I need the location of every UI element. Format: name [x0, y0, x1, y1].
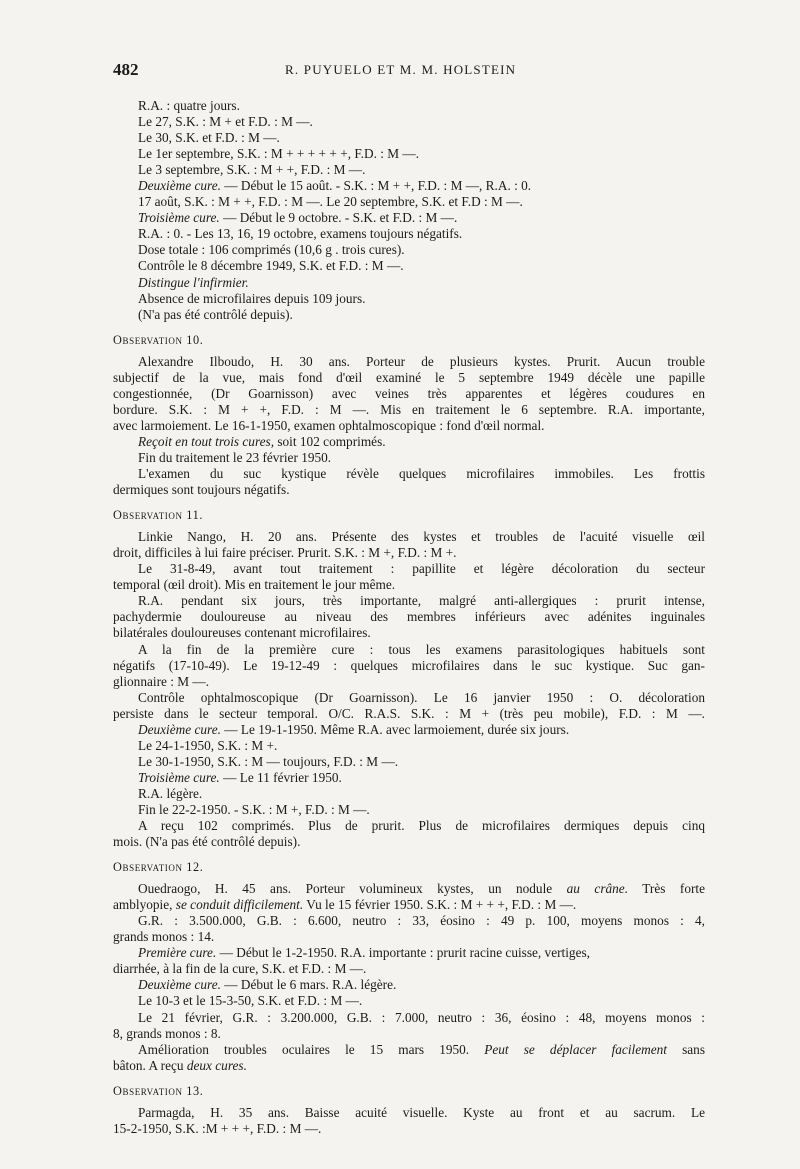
text-line: négatifs (17-10-49). Le 19-12-49 : quelques microfilaires dans le suc kystique. Suc gan- [113, 657, 705, 673]
text-line: Le 1er septembre, S.K. : M + + + + + +, F.D. : M —. [138, 146, 420, 162]
text-span: — Le 11 février 1950. [219, 769, 342, 785]
text-line: Fin du traitement le 23 février 1950. [138, 449, 332, 465]
text-line: Distingue l'infirmier. [138, 274, 249, 290]
text-line: 15-2-1950, S.K. :M + + +, F.D. : M —. [113, 1120, 322, 1136]
text-span: amblyopie, [113, 897, 176, 913]
text-line: Le 24-1-1950, S.K. : M +. [138, 737, 278, 753]
text-line: G.R. : 3.500.000, G.B. : 6.600, neutro : 33, éosino : 49 p. 100, moyens monos : 4, [138, 913, 705, 929]
text-line [113, 722, 705, 738]
text-span: deux cures. [186, 1057, 247, 1073]
text-line: Le 27, S.K. : M + et F.D. : M —. [138, 114, 313, 130]
text-line: mois. (N'a pas été contrôlé depuis). [113, 834, 301, 850]
text-line [113, 881, 705, 897]
text-span: bâton. A reçu [113, 1057, 187, 1073]
text-line: Contrôle ophtalmoscopique (Dr Goarnisson). Le 16 janvier 1950 : O. décoloration [138, 689, 705, 705]
text-line [113, 770, 705, 786]
text-line: pachydermie douloureuse au niveau des membres inférieurs avec adénites inguinales [113, 609, 705, 625]
text-line [113, 1058, 705, 1074]
text-span: Reçoit en tout trois cures, [138, 433, 275, 449]
text-line: A reçu 102 comprimés. Plus de prurit. Plus de microfilaires dermiques depuis cinq [138, 818, 705, 834]
text-span: Vu le 15 février 1950. S.K. : M + + +, F.D. : M —. [303, 897, 577, 913]
text-line [113, 977, 705, 993]
cure-label: Deuxième cure. [138, 977, 221, 993]
text-line: Le 3 septembre, S.K. : M + +, F.D. : M —. [138, 162, 366, 178]
text-line: Absence de microfilaires depuis 109 jours. [138, 290, 366, 306]
observation-heading: Observation 11. [113, 508, 203, 523]
cure-label: Deuxième cure. [138, 178, 221, 194]
text-line [113, 945, 705, 961]
text-line: Fin le 22-2-1950. - S.K. : M +, F.D. : M —. [138, 801, 370, 817]
text-line: temporal (œil droit). Mis en traitement le jour même. [113, 577, 396, 593]
text-line: bordure. S.K. : M + +, F.D. : M —. Mis en traitement le 6 septembre. R.A. importante, [113, 401, 705, 417]
text-span: — Le 19-1-1950. Même R.A. avec larmoiement, durée six jours. [220, 721, 570, 737]
text-line: Linkie Nango, H. 20 ans. Présente des kystes et troubles de l'acuité visuelle œil [138, 529, 705, 545]
text-line: congestionnée, (Dr Goarnisson) avec veines très apparentes et légères coudures en [113, 385, 705, 401]
text-line: Contrôle le 8 décembre 1949, S.K. et F.D. : M —. [138, 258, 404, 274]
text-span: se conduit difficilement. [175, 897, 304, 913]
text-line: Le 21 février, G.R. : 3.200.000, G.B. : 7.000, neutro : 36, éosino : 48, moyens monos : [138, 1009, 705, 1025]
text-line: Le 31-8-49, avant tout traitement : papillite et légère décoloration du secteur [138, 561, 705, 577]
text-line: Le 10-3 et le 15-3-50, S.K. et F.D. : M —. [138, 993, 363, 1009]
text-span: Très forte [628, 881, 705, 897]
text-span: — Début le 15 août. - S.K. : M + +, F.D. : M —, R.A. : 0. [220, 178, 532, 194]
cure-label: Troisième cure. [138, 769, 220, 785]
text-span: — Début le 1-2-1950. R.A. importante : prurit racine cuisse, vertiges, [216, 945, 590, 961]
running-title: R. PUYUELO ET M. M. HOLSTEIN [285, 62, 517, 77]
text-span: soit 102 comprimés. [274, 433, 386, 449]
text-span: au crâne. [566, 881, 629, 897]
observation-heading: Observation 12. [113, 860, 204, 875]
text-line: glionnaire : M —. [113, 673, 210, 689]
text-line [138, 178, 705, 194]
page-body [113, 98, 705, 1137]
page-number: 482 [113, 60, 139, 79]
text-line: R.A. : 0. - Les 13, 16, 19 octobre, examens toujours négatifs. [138, 226, 463, 242]
text-line: L'examen du suc kystique révèle quelques microfilaires immobiles. Les frottis [138, 466, 705, 482]
text-line: dermiques sont toujours négatifs. [113, 482, 290, 498]
text-line: R.A. pendant six jours, très importante, malgré anti-allergiques : prurit intense, [138, 593, 705, 609]
text-line: bilatérales douloureuses contenant microfilaires. [113, 625, 371, 641]
text-line: Dose totale : 106 comprimés (10,6 g . trois cures). [138, 242, 405, 258]
text-span: Ouedraogo, H. 45 ans. Porteur volumineux kystes, un nodule [138, 881, 567, 897]
observation-heading: Observation 13. [113, 1083, 204, 1098]
text-line: R.A. légère. [138, 785, 203, 801]
text-line: subjectif de la vue, mais fond d'œil examiné le 5 septembre 1949 décèle une papille [113, 369, 705, 385]
text-span: Amélioration troubles oculaires le 15 mars 1950. [138, 1041, 485, 1057]
text-line: (N'a pas été contrôlé depuis). [138, 306, 293, 322]
cure-label: Deuxième cure. [138, 721, 221, 737]
page-header [113, 60, 693, 84]
text-line: Le 30-1-1950, S.K. : M — toujours, F.D. : M —. [138, 753, 399, 769]
text-span: sans [666, 1041, 705, 1057]
text-line: Le 30, S.K. et F.D. : M —. [138, 130, 280, 146]
text-line [113, 1042, 705, 1058]
text-line: droit, difficiles à lui faire préciser. Prurit. S.K. : M +, F.D. : M +. [113, 545, 457, 561]
text-line: 17 août, S.K. : M + +, F.D. : M —. Le 20 septembre, S.K. et F.D : M —. [138, 194, 523, 210]
text-span: Peut se déplacer facilement [484, 1041, 667, 1057]
text-line: R.A. : quatre jours. [138, 98, 240, 113]
text-span: — Début le 9 octobre. - S.K. et F.D. : M —. [219, 210, 458, 226]
text-line: 8, grands monos : 8. [113, 1025, 221, 1041]
text-span: — Début le 6 mars. R.A. légère. [220, 977, 397, 993]
text-line [113, 434, 705, 450]
text-line: Alexandre Ilboudo, H. 30 ans. Porteur de plusieurs kystes. Prurit. Aucun trouble [138, 353, 705, 369]
text-line: diarrhée, à la fin de la cure, S.K. et F.D. : M —. [113, 961, 367, 977]
cure-label: Troisième cure. [138, 210, 220, 226]
observation-heading: Observation 10. [113, 332, 204, 347]
text-line [113, 897, 705, 913]
text-line: avec larmoiement. Le 16-1-1950, examen ophtalmoscopique : fond d'œil normal. [113, 417, 545, 433]
cure-label: Première cure. [138, 945, 217, 961]
text-line: persiste dans le secteur temporal. O/C. R.A.S. S.K. : M + (très peu mobile), F.D. : M —. [113, 705, 705, 721]
text-line: grands monos : 14. [113, 929, 215, 945]
text-line: A la fin de la première cure : tous les examens parasitologiques habituels sont [138, 641, 705, 657]
text-line: Parmagda, H. 35 ans. Baisse acuité visuelle. Kyste au front et au sacrum. Le [138, 1104, 705, 1120]
text-line [138, 210, 705, 226]
